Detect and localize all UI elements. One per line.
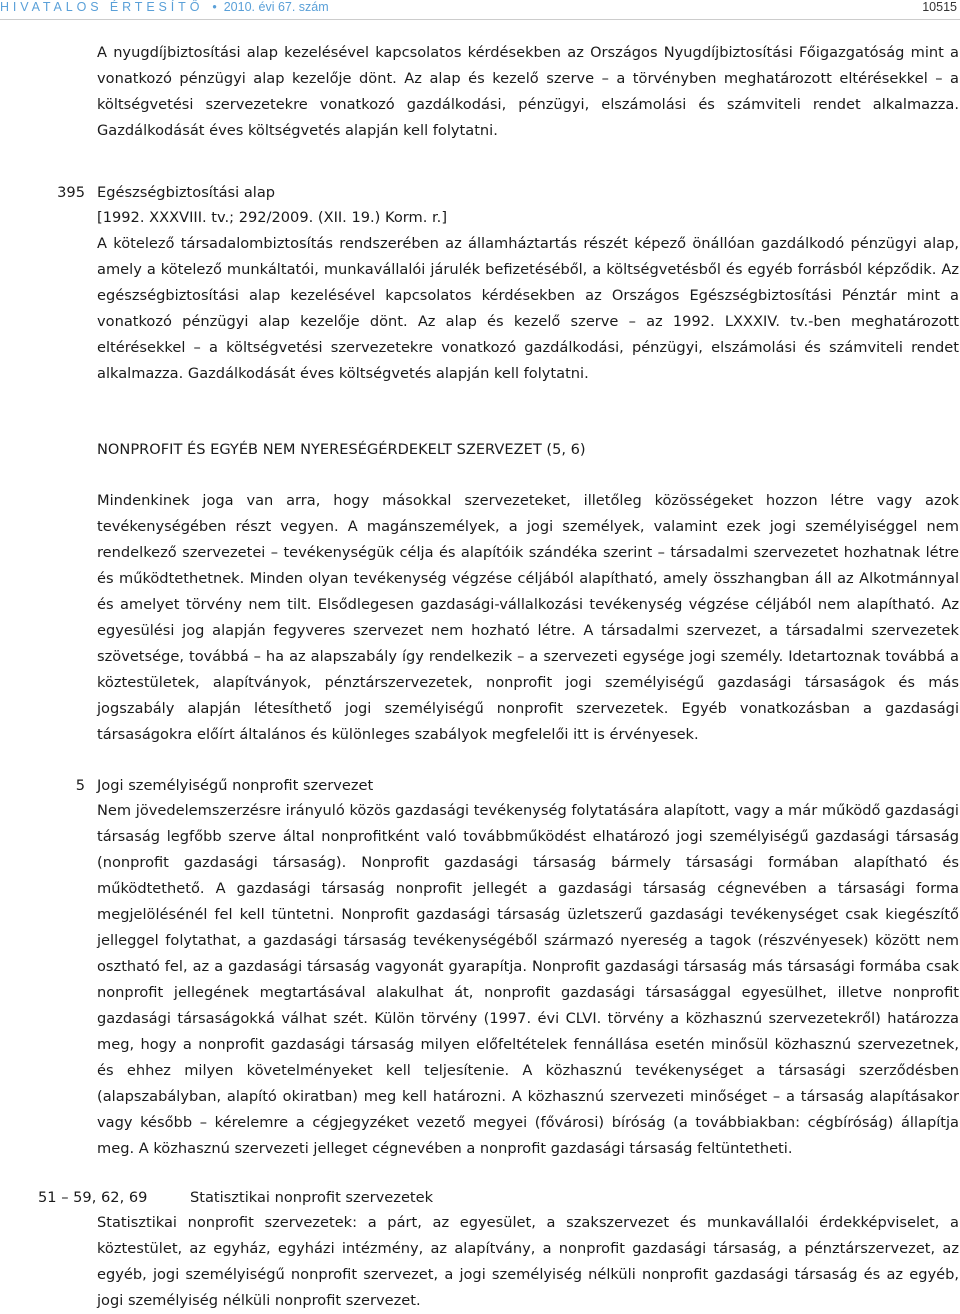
section-5-title: Jogi személyiségű nonprofit szervezet bbox=[97, 777, 374, 794]
nonprofit-paragraph: Mindenkinek joga van arra, hogy másokkal szervezeteket, illetőleg közösségeket hozzon létre vagy azok tevékenységében részt vegyen. A magánszemélyek, a jogi személyek, valamint ezek jogi személyiséggel nem rendelkező szervezetei – tevékenységük célja és alapítóik szándéka szerint – társadalmi szervezetet hozhatnak létre és működtethetnek. Minden olyan tevékenység végzése céljából alapítható, amely összhangban áll az Alkotmánnyal és amelyet törvény nem tilt. Elsődlegesen gazdasági-vállalkozási tevékenység végzése céljából nem alapítható. Az egyesülési jog alapján fegyveres szervezet nem hozható létre. A társadalmi szervezet, a társadalmi szervezetek szövetsége, továbbá – ha az alapszabály így rendelkezik – a szervezeti egysége jogi személy. Idetartoznak továbbá a köztestületek, alapítványok, pénztárszervezetek, nonprofit jogi személyiségű gazdasági társaságok és más jogszabály alapján létesíthető jogi személyiségű nonprofit szervezetek. Egyéb vonatkozásban a gazdasági társaságokra előírt általános és különleges szabályok megfelelői itt is érvényesek. bbox=[97, 492, 959, 743]
section-395-title: Egészségbiztosítási alap bbox=[97, 184, 276, 201]
journal-info bbox=[0, 0, 329, 14]
section-51-59-title: Statisztikai nonprofit szervezetek bbox=[190, 1189, 434, 1206]
page-number: 10515 bbox=[922, 0, 957, 14]
section-5-number: 5 bbox=[75, 777, 85, 794]
section-51-59-number: 51 – 59, 62, 69 bbox=[38, 1189, 148, 1206]
intro-paragraph: A nyugdíjbiztosítási alap kezelésével kapcsolatos kérdésekben az Országos Nyugdíjbiztosítási Főigazgatóság mint a vonatkozó pénzügyi alap kezelője dönt. Az alap és kezelő szerve – a törvényben meghatározott eltérésekkel – a költségvetési szervezetekre vonatkozó gazdálkodási, pénzügyi, elszámolási és számviteli rendet alkalmazza. Gazdálkodását éves költségvetés alapján kell folytatni. bbox=[97, 44, 959, 139]
issue-info: 2010. évi 67. szám bbox=[223, 0, 329, 14]
nonprofit-heading: NONPROFIT ÉS EGYÉB NEM NYERESÉGÉRDEKELT SZERVEZET (5, 6) bbox=[97, 441, 586, 458]
page-header bbox=[0, 0, 960, 14]
section-5-body: Nem jövedelemszerzésre irányuló közös gazdasági tevékenység folytatására alapított, vagy a már működő gazdasági társaság legfőbb szerve által nonprofitként való továbbműködést elhatározó jogi személyiségű gazdasági társaság (nonprofit gazdasági társaság). Nonprofit gazdasági társaság bármely társasági formában alapítható és működtethető. A gazdasági társaság nonprofit jellegét a gazdasági társaság cégnevében a társasági forma megjelölésénél fel kell tüntetni. Nonprofit gazdasági társaság üzletszerű gazdasági tevékenységet csak kiegészítő jelleggel folytathat, a gazdasági társaság tevékenységéből származó nyereség a tagok (részvényesek) között nem osztható fel, az a gazdasági társaság vagyonát gyarapítja. Nonprofit gazdasági társaság más társasági formába csak nonprofit jellegének megtartásával alakulhat át, nonprofit gazdasági társasággal egyesülhet, illetve nonprofit gazdasági társaságokká válhat szét. Külön törvény (1997. évi CLVI. törvény a közhasznú szervezetekről) határozza meg, hogy a nonprofit gazdasági társaság milyen előfeltételek fennállása esetén minősül közhasznú szervezetnek, és ehhez milyen követelményeket kell teljesítenie. A közhasznú tevékenységet a társasági szerződésben (alapszabályban, alapító okiratban) meg kell határozni. A közhasznú szervezeti minőséget – a társaság alapításakor vagy később – kérelemre a cégjegyzéket vezető megyei (fővárosi) bíróság (a továbbiakban: cégbíróság) állapítja meg. A közhasznú szervezeti jelleget cégnevében a nonprofit gazdasági társaság feltüntetheti. bbox=[97, 802, 959, 1157]
header-separator: • bbox=[212, 0, 217, 14]
journal-title: HIVATALOS ÉRTESÍTŐ bbox=[0, 0, 204, 14]
section-395-body: A kötelező társadalombiztosítás rendszerében az államháztartás részét képező önállóan gazdálkodó pénzügyi alap, amely a kötelező munkáltatói, munkavállalói járulék befizetéséből, a költségvetésből és egyéb forrásból képződik. Az egészségbiztosítási alap kezelésével kapcsolatos kérdésekben az Országos Egészségbiztosítási Pénztár mint a vonatkozó pénzügyi alap kezelője dönt. Az alap és kezelő szerve – az 1992. LXXXIV. tv.-ben meghatározott eltérésekkel – a költségvetési szervezetekre vonatkozó gazdálkodási, pénzügyi, elszámolási és számviteli rendet alkalmazza. Gazdálkodását éves költségvetés alapján kell folytatni. bbox=[97, 235, 959, 382]
header-rule bbox=[0, 19, 960, 20]
section-395-number: 395 bbox=[57, 184, 85, 201]
section-395-reference: [1992. XXXVIII. tv.; 292/2009. (XII. 19.) Korm. r.] bbox=[97, 209, 448, 226]
section-51-59-body: Statisztikai nonprofit szervezetek: a párt, az egyesület, a szakszervezet és munkavállalói érdekképviselet, a köztestület, az egyház, egyházi intézmény, az alapítvány, a nonprofit gazdasági társaság, a pénztárszervezet, az egyéb, jogi személyiségű nonprofit szervezet, a jogi személyiség nélküli nonprofit gazdasági társaság és az egyéb, jogi személyiség nélküli nonprofit szervezet. bbox=[97, 1214, 959, 1309]
